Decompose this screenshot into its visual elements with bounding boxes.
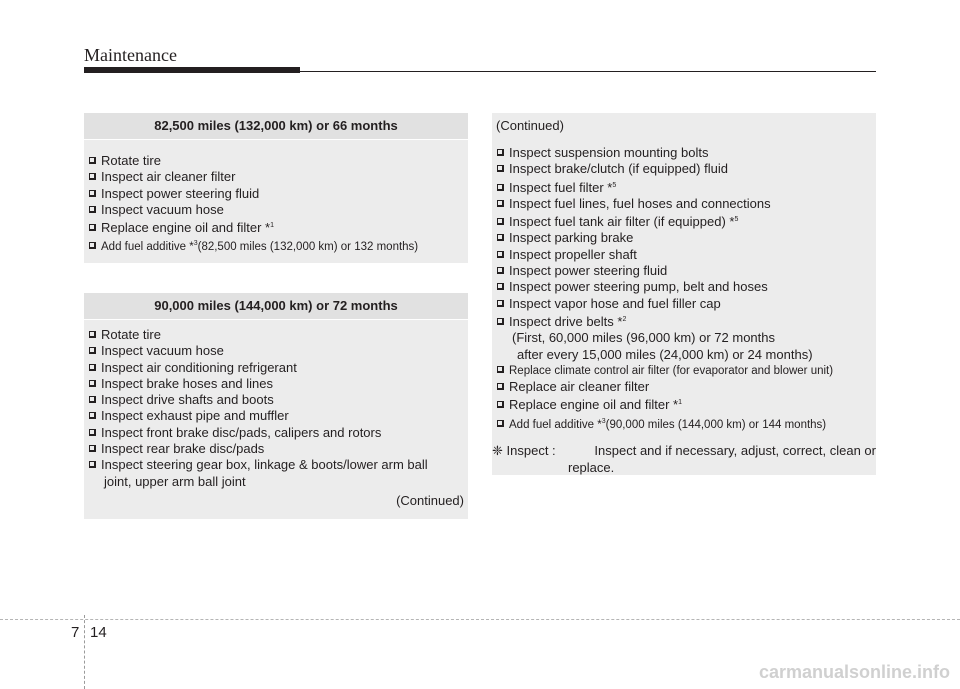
list-item <box>497 178 876 196</box>
list-item <box>89 408 468 424</box>
item-text: Inspect steering gear box, linkage & boots/lower arm ball <box>101 457 428 473</box>
list-item <box>497 161 876 177</box>
inspect-note <box>492 442 876 476</box>
note-line <box>492 442 876 459</box>
list-item <box>89 376 468 392</box>
checkbox-icon <box>497 149 504 156</box>
list-item <box>89 360 468 376</box>
note-label <box>492 442 556 459</box>
footnote-mark: 5 <box>612 181 617 189</box>
list-item <box>89 457 468 473</box>
checkbox-icon <box>497 366 504 373</box>
item-text: Inspect drive belts * <box>509 313 623 329</box>
item-text: Inspect air cleaner filter <box>101 169 236 185</box>
checkbox-icon <box>497 218 504 225</box>
checkbox-icon <box>497 401 504 408</box>
list-item <box>497 279 876 295</box>
footnote-mark: 1 <box>270 222 275 230</box>
checkbox-icon <box>89 364 96 371</box>
item-text: Inspect propeller shaft <box>509 246 637 262</box>
box-heading: 82,500 miles (132,000 km) or 66 months <box>84 113 468 140</box>
checkbox-icon <box>89 347 96 354</box>
list-item <box>497 395 876 413</box>
note-text-continuation: replace. <box>568 460 615 475</box>
item-text: Inspect rear brake disc/pads <box>101 441 265 457</box>
item-text: Inspect front brake disc/pads, calipers and rotors <box>101 424 382 440</box>
list-item <box>497 145 876 161</box>
item-list <box>84 140 468 256</box>
box-heading: (Continued) <box>496 118 564 133</box>
item-text: Inspect vacuum hose <box>101 201 224 217</box>
item-list <box>492 140 876 433</box>
checkbox-icon <box>497 420 504 427</box>
footnote-mark: 3 <box>601 417 606 425</box>
checkbox-icon <box>497 267 504 274</box>
item-text: Add fuel additive * <box>101 241 194 254</box>
list-item <box>497 230 876 246</box>
checkbox-icon <box>89 412 96 419</box>
list-item <box>497 379 876 395</box>
footer-divider <box>0 619 960 620</box>
list-item <box>89 153 468 169</box>
checkbox-icon <box>89 242 96 249</box>
list-item <box>497 296 876 312</box>
checkbox-icon <box>497 165 504 172</box>
maintenance-box-90000 <box>84 293 468 519</box>
item-text: Inspect exhaust pipe and muffler <box>101 408 289 424</box>
item-text: Inspect power steering fluid <box>509 263 668 279</box>
checkbox-icon <box>89 173 96 180</box>
list-item <box>497 212 876 230</box>
item-text: Inspect fuel lines, fuel hoses and connections <box>509 195 771 211</box>
footnote-mark: 2 <box>622 315 627 323</box>
footnote-mark: 5 <box>734 216 739 224</box>
item-text: Inspect brake/clutch (if equipped) fluid <box>509 161 728 177</box>
list-item <box>89 327 468 343</box>
list-item <box>89 392 468 408</box>
item-list <box>84 320 468 490</box>
footnote-mark: 3 <box>193 240 198 248</box>
checkbox-icon <box>497 300 504 307</box>
item-text: Inspect power steering fluid <box>101 185 260 201</box>
header-bar-thin <box>300 71 876 72</box>
item-text: (First, 60,000 miles (96,000 km) or 72 months <box>512 330 775 346</box>
header-bar-thick <box>84 67 300 73</box>
checkbox-icon <box>89 445 96 452</box>
checkbox-icon <box>89 224 96 231</box>
watermark: carmanualsonline.info <box>758 662 950 682</box>
item-text: Inspect fuel filter * <box>509 179 613 195</box>
item-text: Inspect air conditioning refrigerant <box>101 359 297 375</box>
list-item <box>89 343 468 359</box>
item-text: Replace air cleaner filter <box>509 379 650 395</box>
item-text: Replace climate control air filter (for evaporator and blower unit) <box>509 364 834 377</box>
list-item <box>89 202 468 218</box>
continued-label: (Continued) <box>396 492 464 508</box>
checkbox-icon <box>89 157 96 164</box>
item-text-tail: (90,000 miles (144,000 km) or 144 months) <box>605 418 827 431</box>
chapter-number: 7 <box>71 624 80 641</box>
list-item <box>89 186 468 202</box>
maintenance-box-82500 <box>84 113 468 263</box>
checkbox-icon <box>89 331 96 338</box>
list-item <box>89 218 468 236</box>
item-text: Inspect power steering pump, belt and hoses <box>509 279 768 295</box>
item-text: Inspect brake hoses and lines <box>101 375 273 391</box>
drive-belts-interval <box>497 330 876 346</box>
list-item <box>89 425 468 441</box>
drive-belts-interval <box>497 347 876 363</box>
item-text: Replace engine oil and filter * <box>101 220 271 236</box>
item-text: Inspect vacuum hose <box>101 343 224 359</box>
checkbox-icon <box>497 383 504 390</box>
checkbox-icon <box>89 206 96 213</box>
list-item <box>497 363 876 379</box>
item-text: Inspect drive shafts and boots <box>101 392 274 408</box>
item-text: Inspect vapor hose and fuel filler cap <box>509 295 721 311</box>
footnote-mark: 1 <box>678 399 683 407</box>
item-text: Inspect suspension mounting bolts <box>509 145 709 160</box>
box-heading: 90,000 miles (144,000 km) or 72 months <box>84 293 468 320</box>
header-title: Maintenance <box>84 45 177 65</box>
item-text: Inspect fuel tank air filter (if equipped) * <box>509 214 735 230</box>
list-item <box>89 441 468 457</box>
maintenance-box-continued <box>492 113 876 475</box>
checkbox-icon <box>89 380 96 387</box>
checkbox-icon <box>497 234 504 241</box>
list-item <box>497 196 876 212</box>
note-symbol-icon: ❈ <box>492 443 503 458</box>
list-item <box>497 312 876 330</box>
page-number: 14 <box>90 624 107 641</box>
checkbox-icon <box>89 429 96 436</box>
item-text: after every 15,000 miles (24,000 km) or 24 months) <box>517 346 813 362</box>
item-text-tail: (82,500 miles (132,000 km) or 132 months) <box>197 241 419 254</box>
list-item <box>497 263 876 279</box>
list-item <box>497 247 876 263</box>
checkbox-icon <box>497 318 504 325</box>
list-item-continuation <box>89 474 468 490</box>
note-label-text: Inspect : <box>506 443 556 458</box>
item-text: joint, upper arm ball joint <box>104 473 246 489</box>
footer-vertical-divider <box>84 615 85 689</box>
list-item <box>497 414 876 433</box>
list-item <box>89 236 468 255</box>
item-text: Rotate tire <box>101 153 161 168</box>
checkbox-icon <box>89 461 96 468</box>
item-text: Replace engine oil and filter * <box>509 397 679 413</box>
checkbox-icon <box>497 184 504 191</box>
checkbox-icon <box>497 251 504 258</box>
list-item <box>89 169 468 185</box>
note-text: Inspect and if necessary, adjust, correct, clean or <box>594 443 876 458</box>
item-text: Add fuel additive * <box>509 418 602 431</box>
checkbox-icon <box>497 200 504 207</box>
checkbox-icon <box>89 190 96 197</box>
checkbox-icon <box>497 283 504 290</box>
item-text: Rotate tire <box>101 327 161 342</box>
checkbox-icon <box>89 396 96 403</box>
item-text: Inspect parking brake <box>509 230 634 246</box>
